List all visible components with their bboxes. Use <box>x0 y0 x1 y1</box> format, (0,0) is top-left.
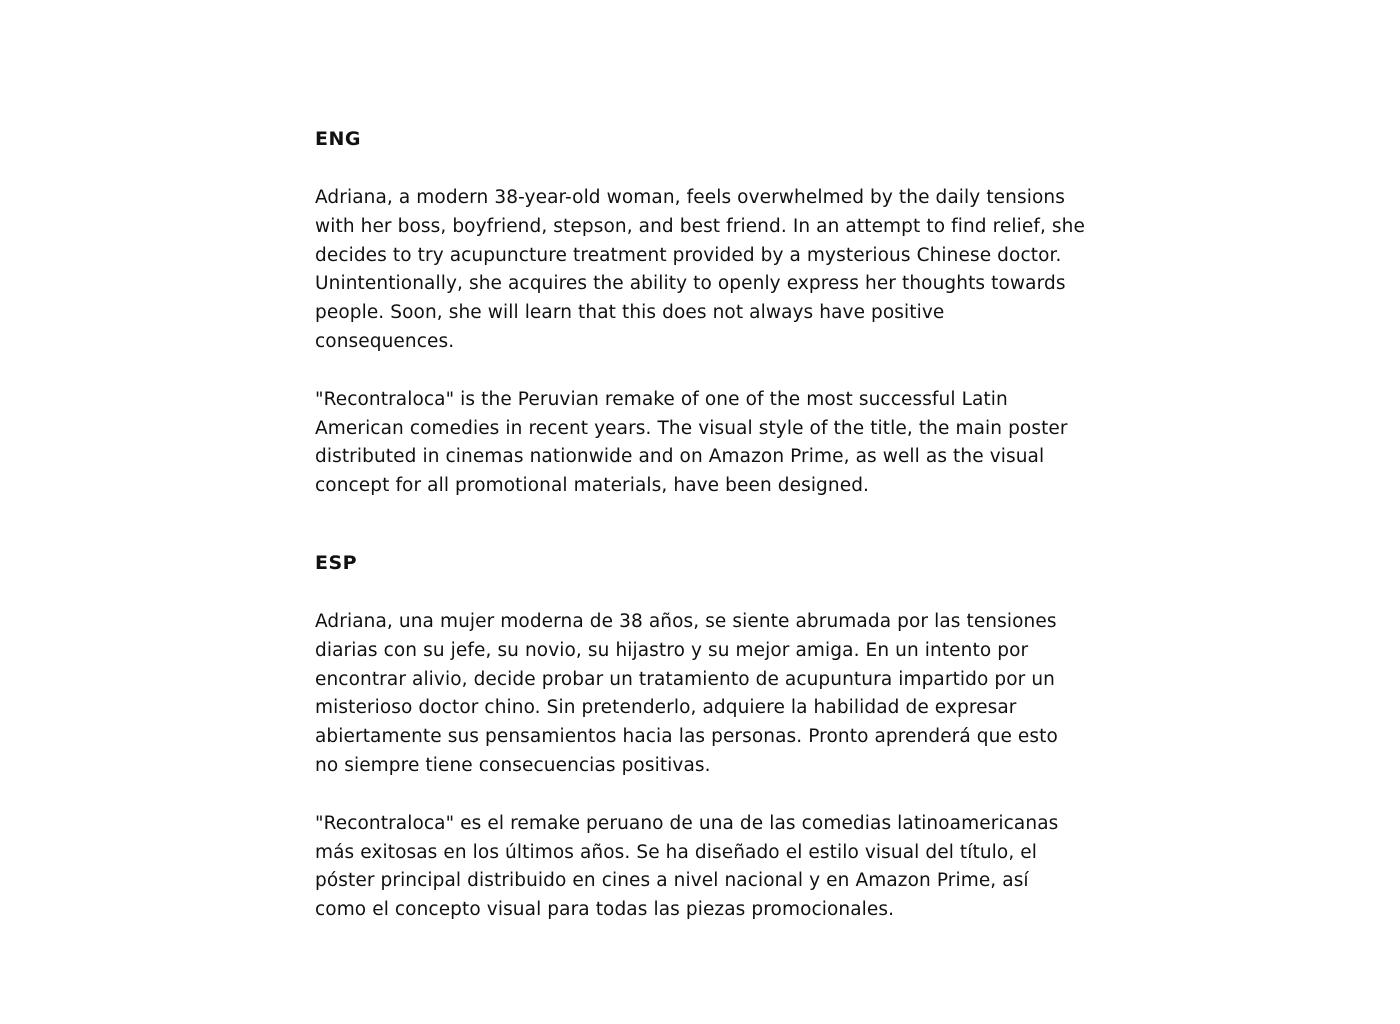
section-heading-eng: ENG <box>315 128 361 150</box>
project-description <box>315 125 1085 925</box>
esp-paragraph-synopsis: Adriana, una mujer moderna de 38 años, se siente abrumada por las tensiones diarias con su jefe, su novio, su hijastro y su mejor amiga. En un intento por encontrar alivio, decide probar un tratamiento de acupuntura impartido por un misterioso doctor chino. Sin pretenderlo, adquiere la habilidad de expresar abiertamente sus pensamientos hacia las personas. Pronto aprenderá que esto no siempre tiene consecuencias positivas. <box>315 610 1058 776</box>
section-heading-esp: ESP <box>315 551 358 574</box>
eng-paragraph-design: "Recontraloca" is the Peruvian remake of one of the most successful Latin American comedies in recent years. The visual style of the title, the main poster distributed in cinemas nationwide and on Amazon Prime, as well as the visual concept for all promotional materials, have been designed. <box>315 388 1068 497</box>
esp-paragraph-design: "Recontraloca" es el remake peruano de una de las comedias latinoamericanas más exitosas en los últimos años. Se ha diseñado el estilo visual del título, el póster principal distribuido en cines a nivel nacional y en Amazon Prime, así como el concepto visual para todas las piezas promocionales. <box>315 812 1059 921</box>
eng-paragraph-synopsis: Adriana, a modern 38-year-old woman, feels overwhelmed by the daily tensions with her boss, boyfriend, stepson, and best friend. In an attempt to find relief, she decides to try acupuncture treatment provided by a mysterious Chinese doctor. Unintentionally, she acquires the ability to openly express her thoughts towards people. Soon, she will learn that this does not always have positive consequences. <box>315 187 1085 352</box>
